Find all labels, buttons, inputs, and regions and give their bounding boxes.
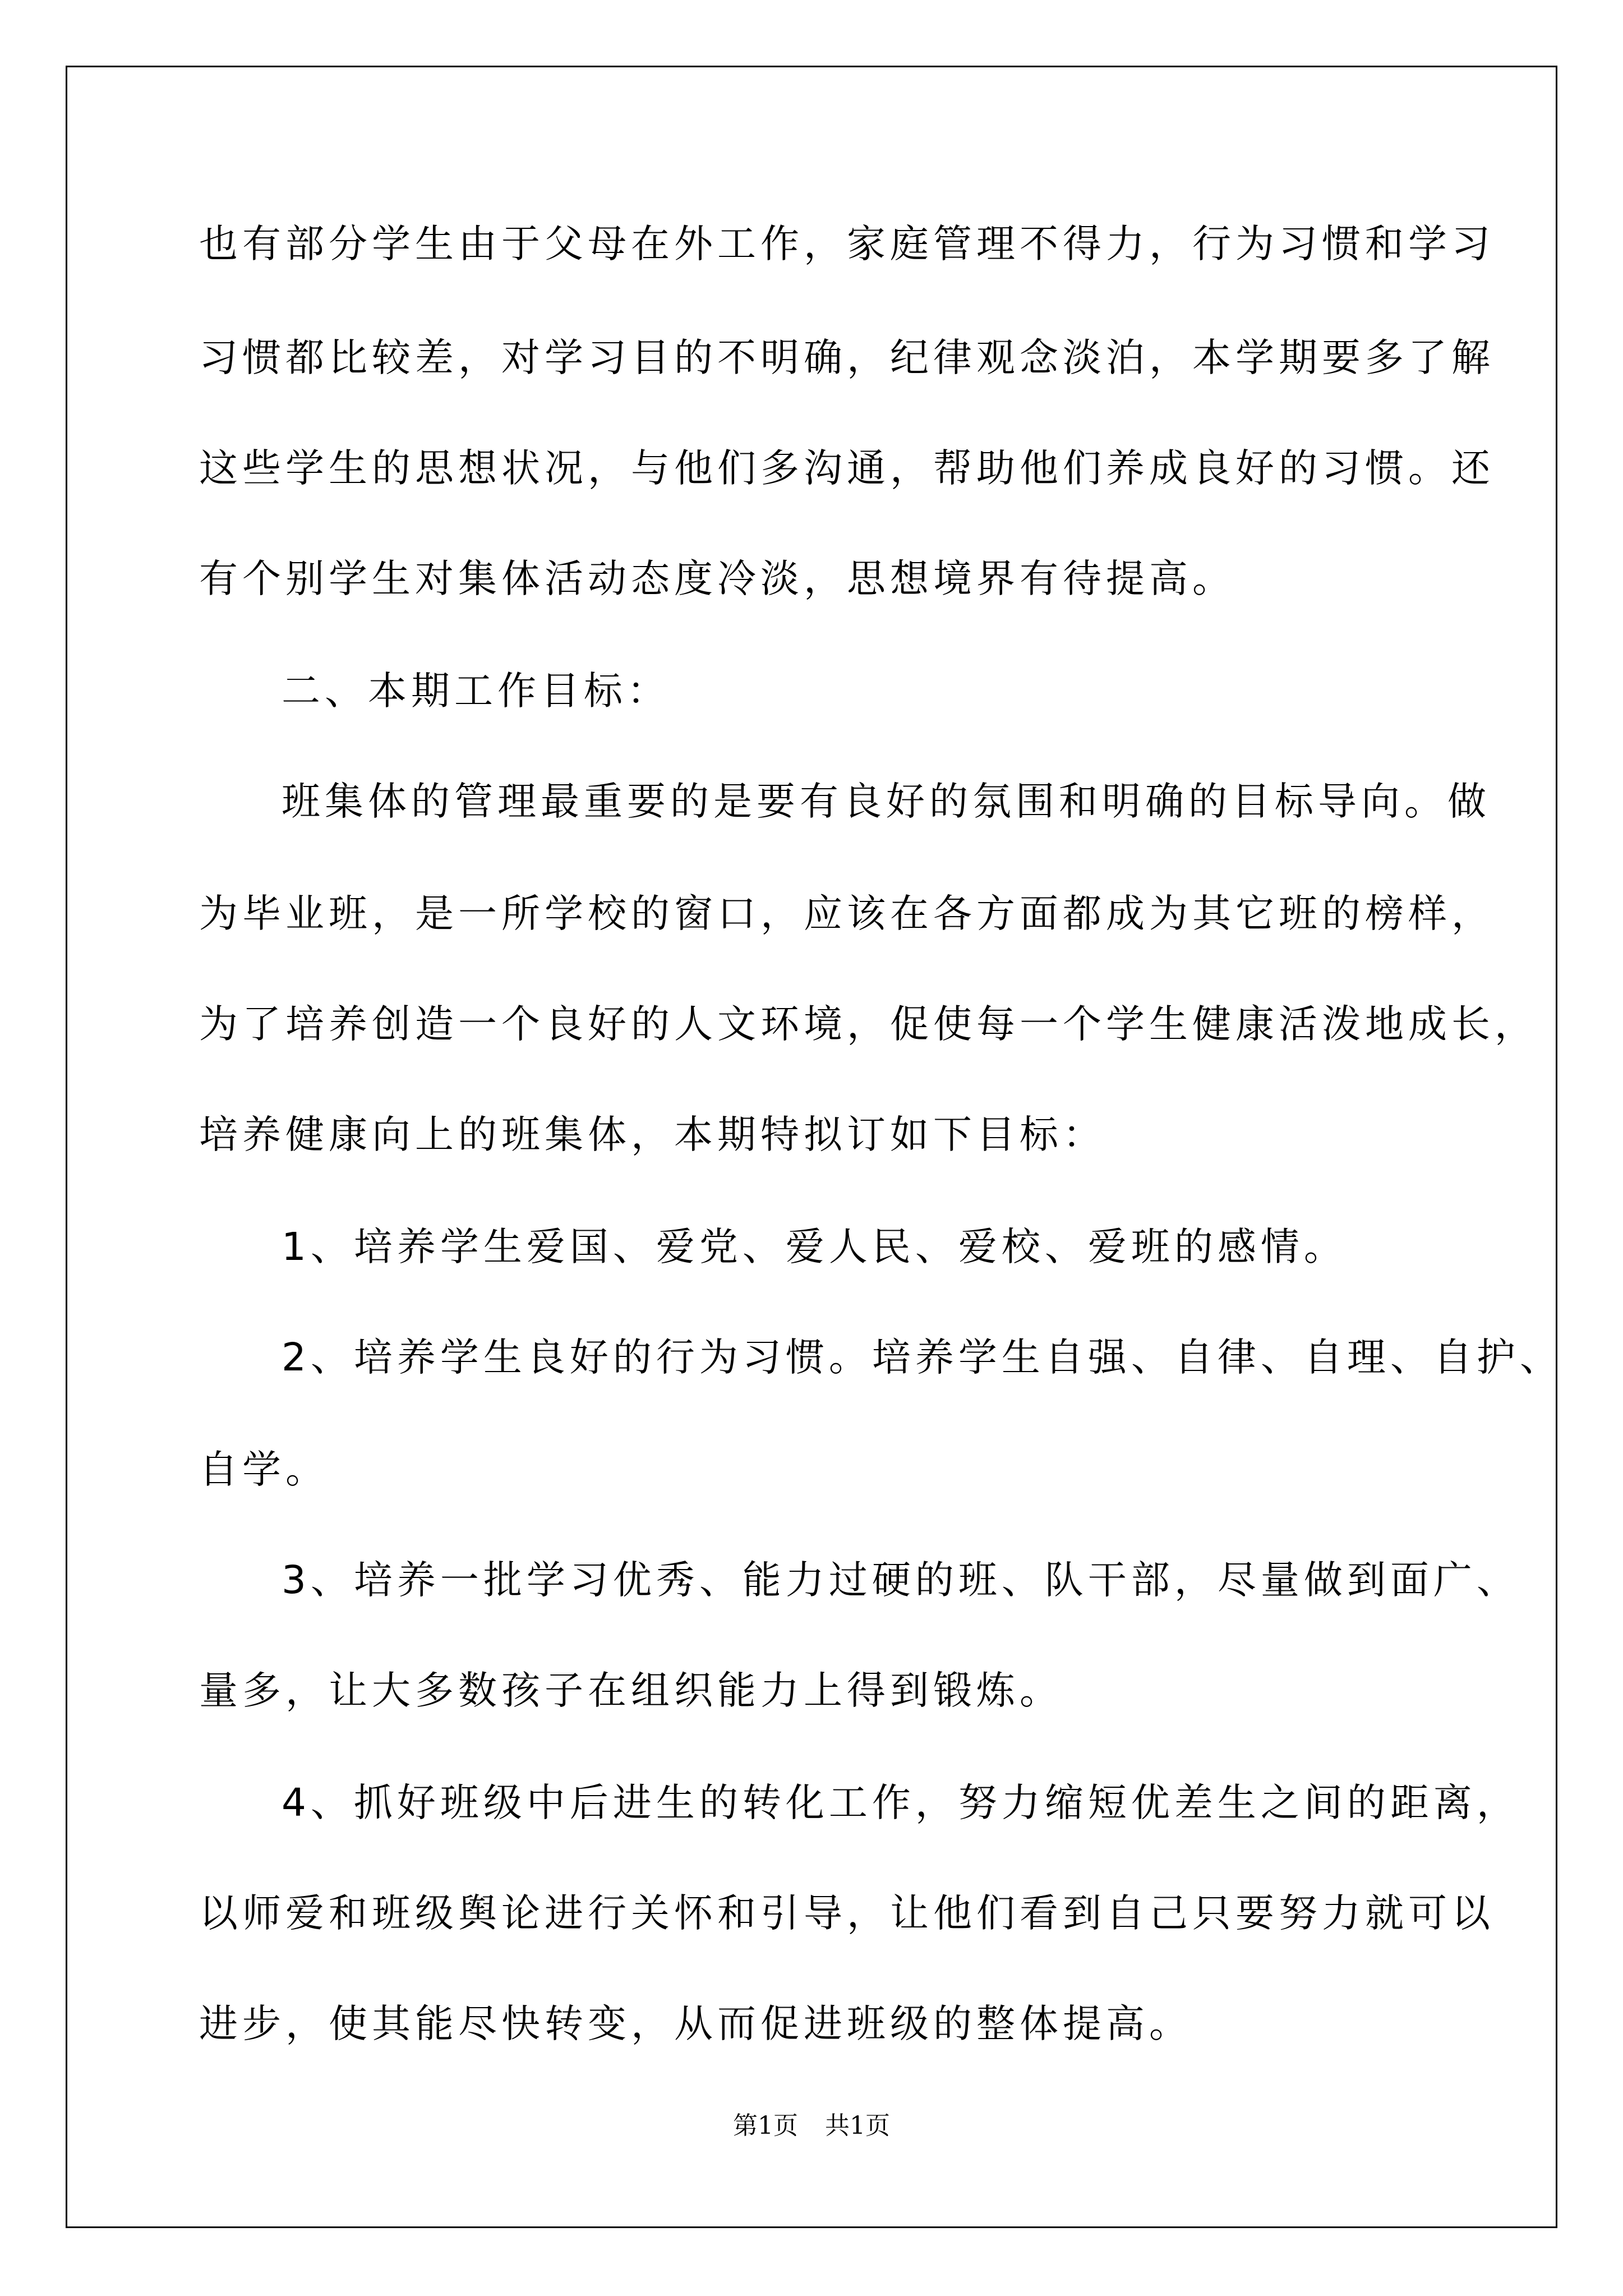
- goal-item-4: 4、抓好班级中后进生的转化工作，努力缩短优差生之间的距离，: [282, 1780, 1520, 1825]
- text-line-6: 班集体的管理最重要的是要有良好的氛围和明确的目标导向。做: [282, 779, 1491, 824]
- section-heading: 二、本期工作目标：: [282, 669, 670, 714]
- text-line-2: 习惯都比较差，对学习目的不明确，纪律观念淡泊，本学期要多了解: [199, 335, 1495, 380]
- goal-item-4-cont-1: 以师爱和班级舆论进行关怀和引导，让他们看到自己只要努力就可以: [199, 1891, 1495, 1936]
- text-line-3: 这些学生的思想状况，与他们多沟通，帮助他们养成良好的习惯。还: [199, 446, 1495, 491]
- text-line-1: 也有部分学生由于父母在外工作，家庭管理不得力，行为习惯和学习: [199, 222, 1495, 266]
- page-number-current: 第1页: [733, 2111, 798, 2140]
- page-number-total: 共1页: [825, 2111, 890, 2140]
- goal-item-2-cont: 自学。: [199, 1447, 329, 1492]
- goal-item-2: 2、培养学生良好的行为习惯。培养学生自强、自律、自理、自护、: [282, 1335, 1563, 1380]
- text-line-7: 为毕业班，是一所学校的窗口，应该在各方面都成为其它班的榜样，: [199, 891, 1495, 936]
- goal-item-1: 1、培养学生爱国、爱党、爱人民、爱校、爱班的感情。: [282, 1225, 1347, 1269]
- goal-item-4-cont-2: 进步，使其能尽快转变，从而促进班级的整体提高。: [199, 2001, 1192, 2046]
- text-line-4: 有个别学生对集体活动态度冷淡，思想境界有待提高。: [199, 556, 1235, 601]
- text-line-9: 培养健康向上的班集体，本期特拟订如下目标：: [199, 1112, 1106, 1157]
- text-line-8: 为了培养创造一个良好的人文环境，促使每一个学生健康活泼地成长，: [199, 1002, 1538, 1047]
- goal-item-3-cont: 量多，让大多数孩子在组织能力上得到锻炼。: [199, 1668, 1063, 1713]
- goal-item-3: 3、培养一批学习优秀、能力过硬的班、队干部，尽量做到面广、: [282, 1558, 1520, 1603]
- page-footer: [0, 2109, 1623, 2143]
